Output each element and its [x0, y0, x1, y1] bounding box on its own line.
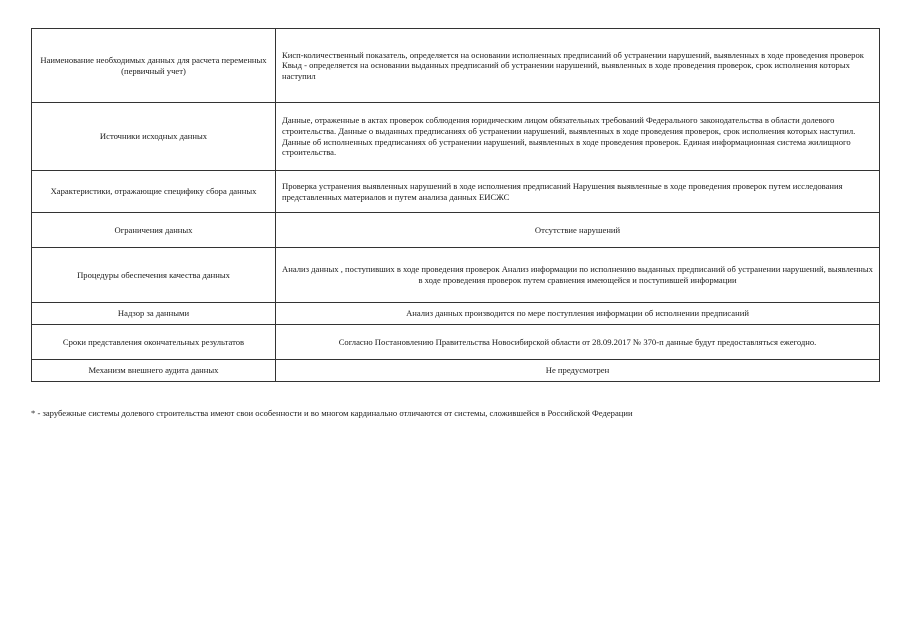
value-line: Проверка устранения выявленных нарушений в ходе исполнения предписаний Нарушения выявленные в ходе проведения проверок путем исследования представленных материалов и путем анализа данных ЕИСЖС: [282, 180, 843, 202]
footnote: * - зарубежные системы долевого строительства имеют свои особенности и во многом кардинально отличаются от системы, сложившейся в Российской Федерации: [31, 408, 633, 418]
table-row: [32, 103, 880, 171]
row-value: [276, 103, 880, 171]
row-label: Сроки представления окончательных результатов: [32, 325, 276, 360]
value-line: Анализ данных , поступивших в ходе проведения проверок Анализ информации по исполнению выданных предписаний об устранении нарушений, выявленных в ходе проведения проверок путем сравнения имеющейся и поступившей информации: [282, 264, 873, 285]
table-row: [32, 360, 880, 382]
row-value: [276, 213, 880, 248]
table-row: [32, 29, 880, 103]
value-line: Квыд - определяется на основании выданных предписаний об устранении нарушений, выявленных в ходе проведения проверок, срок исполнения которых наступил: [282, 60, 850, 81]
row-label: Механизм внешнего аудита данных: [32, 360, 276, 382]
table-row: [32, 213, 880, 248]
data-table: [31, 28, 880, 382]
row-value: [276, 171, 880, 213]
row-label: Наименование необходимых данных для расчета переменных (первичный учет): [32, 29, 276, 103]
row-label: Ограничения данных: [32, 213, 276, 248]
row-label: Процедуры обеспечения качества данных: [32, 248, 276, 303]
value-line: Анализ данных производится по мере поступления информации об исполнении предписаний: [406, 308, 749, 319]
table-row: [32, 171, 880, 213]
value-line: Кисп-количественный показатель, определяется на основании исполненных предписаний об устранении нарушений, выявленных в ходе проведения проверок: [282, 49, 864, 60]
table-row: [32, 325, 880, 360]
row-value: [276, 360, 880, 382]
row-value: [276, 29, 880, 103]
table-row: [32, 248, 880, 303]
value-line: Не предусмотрен: [545, 365, 610, 376]
row-value: [276, 248, 880, 303]
row-value: [276, 303, 880, 325]
row-label: Характеристики, отражающие специфику сбора данных: [32, 171, 276, 213]
row-label: Источники исходных данных: [32, 103, 276, 171]
table-row: [32, 303, 880, 325]
value-line: Данные, отраженные в актах проверок соблюдения юридическим лицом обязательных требований Федерального законодательства в области долевого строительства. Данные о выданных предписаниях об устранении нарушений, выявленных в ходе проведения проверок, срок исполнения которых наступил. Данные об исполненных предписаниях об устранении нарушений, выявленных в ходе проведения проверок. Единая информационная система жилищного строительства.: [282, 115, 856, 158]
value-line: Отсутствие нарушений: [534, 224, 621, 235]
row-value: [276, 325, 880, 360]
row-label: Надзор за данными: [32, 303, 276, 325]
value-line: Согласно Постановлению Правительства Новосибирской области от 28.09.2017 № 370-п данные будут предоставляться ежегодно.: [338, 336, 817, 347]
